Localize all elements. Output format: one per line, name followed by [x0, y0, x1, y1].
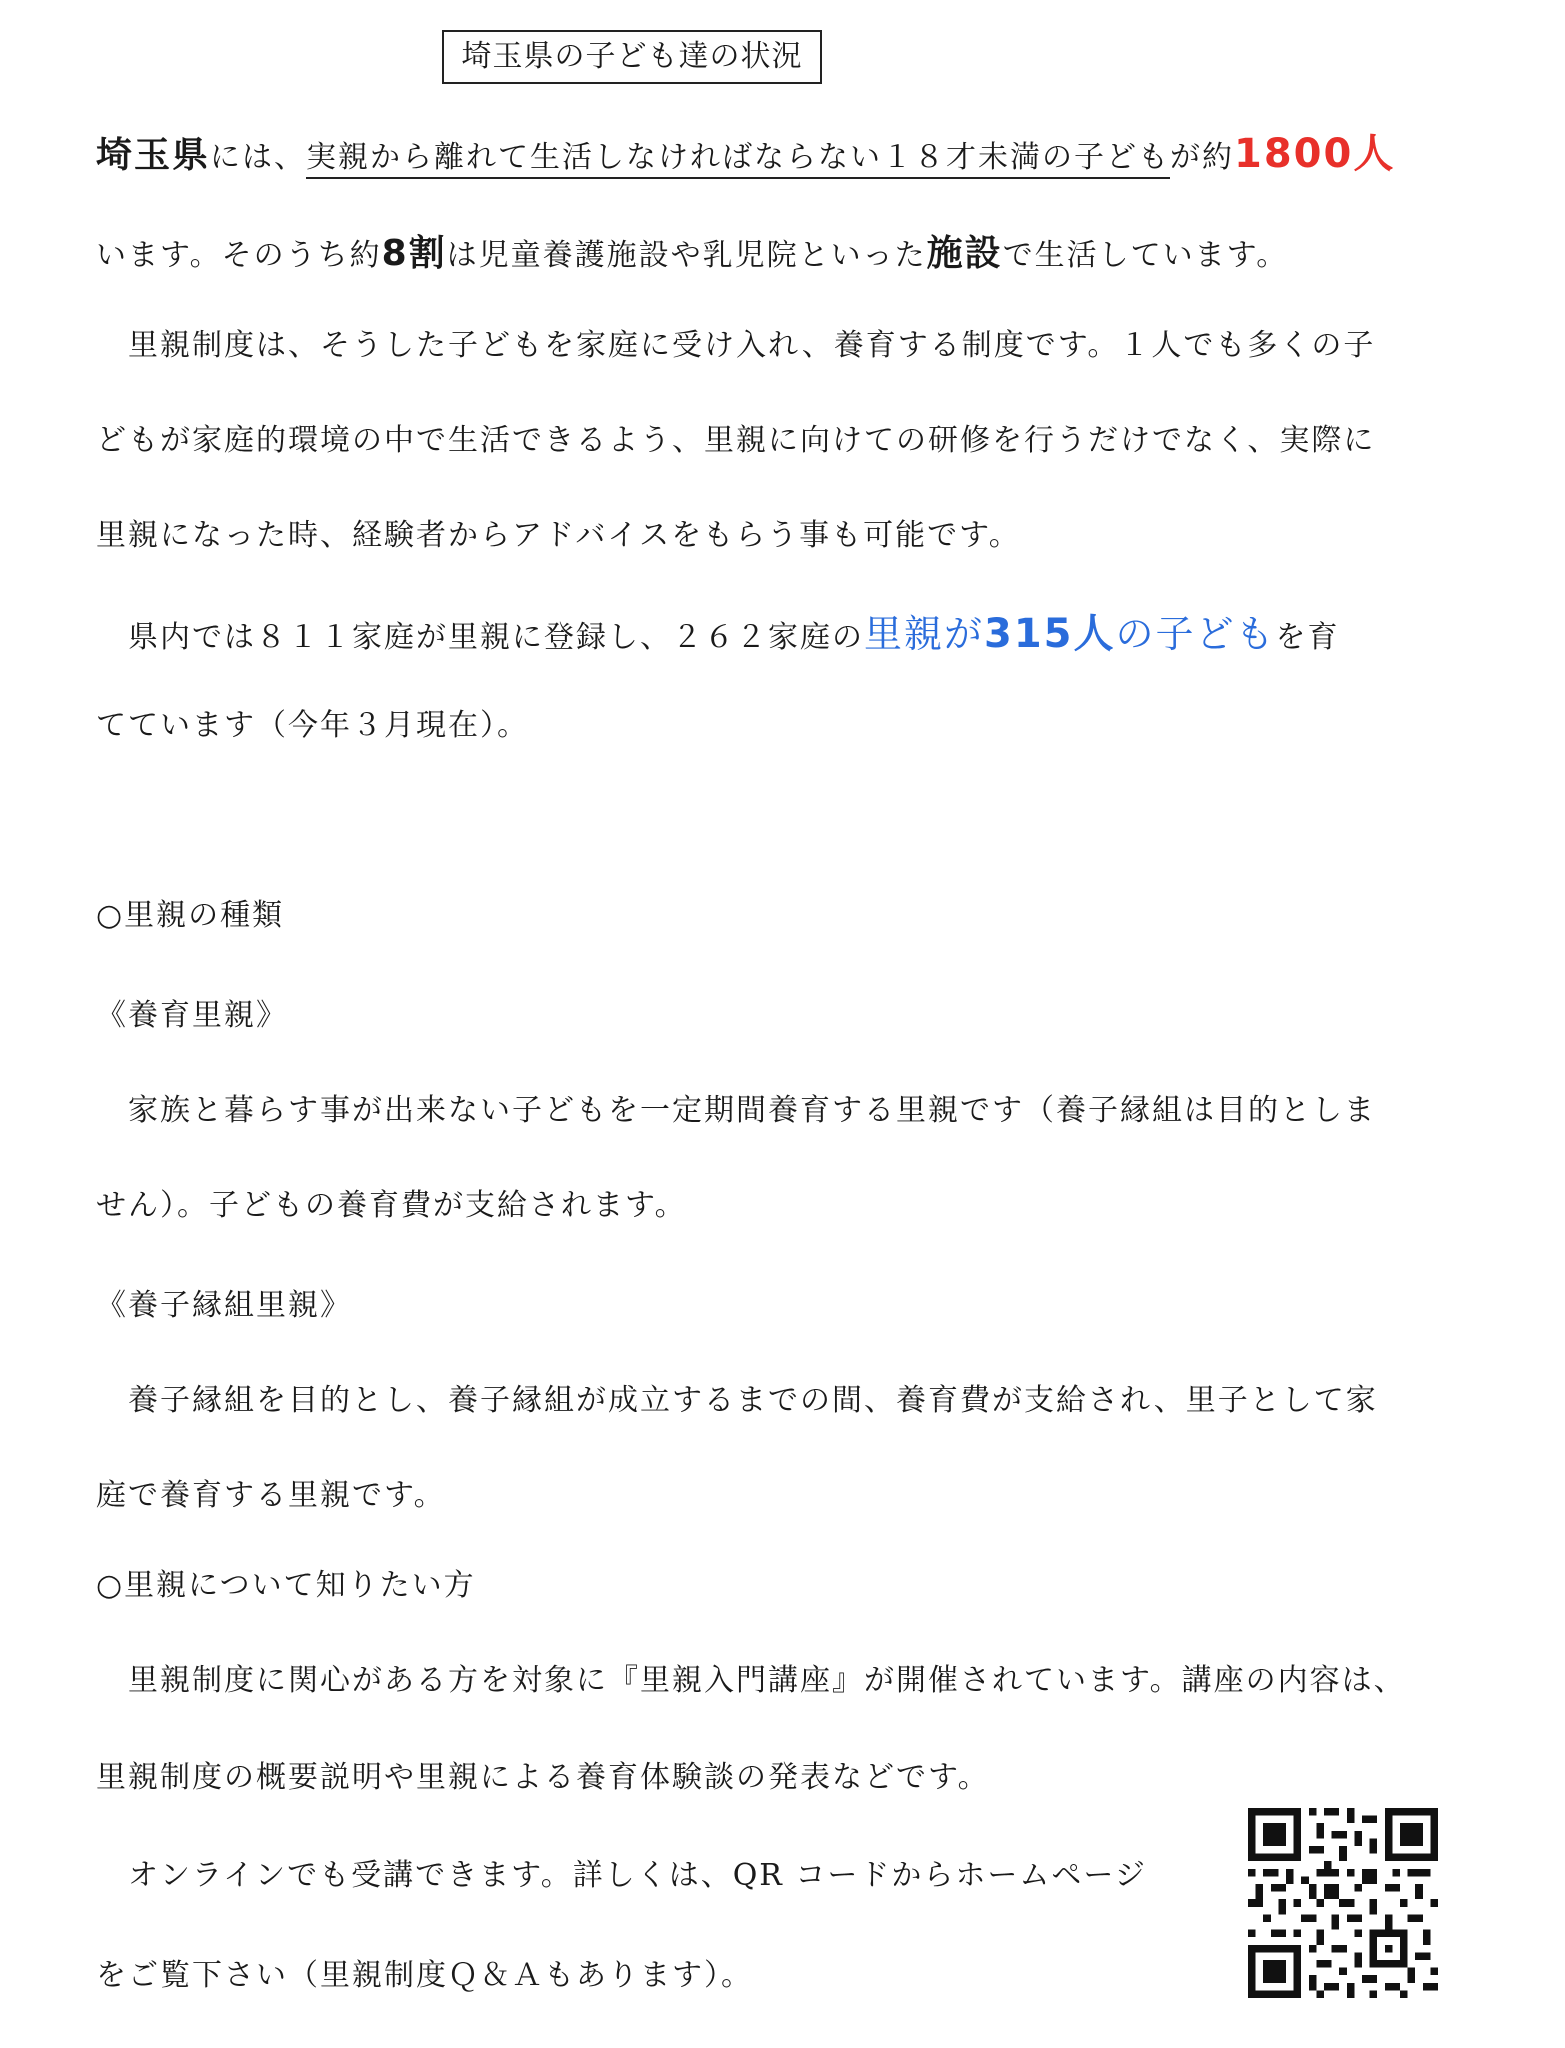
stats-line-1: 県内では８１１家庭が里親に登録し、２６２家庭の里親が315人の子どもを育	[96, 611, 1340, 657]
foster-line-1: 家族と暮らす事が出来ない子どもを一定期間養育する里親です（養子縁組は目的としま	[96, 1093, 1376, 1128]
facility-highlight: 施設	[926, 233, 1003, 274]
foster-heading: 《養育里親》	[96, 998, 288, 1033]
page-title: 埼玉県の子ども達の状況	[442, 30, 822, 84]
children-count-highlight: 1800人	[1234, 131, 1396, 177]
info-line-4: をご覧下さい（里親制度Ｑ＆Ａもあります）。	[96, 1958, 753, 1993]
info-line-3: オンラインでも受講できます。詳しくは、QR コードからホームページ	[96, 1858, 1147, 1893]
intro-line-2: います。そのうち約8割は児童養護施設や乳児院といった施設で生活しています。	[96, 233, 1289, 274]
adoptive-line-1: 養子縁組を目的とし、養子縁組が成立するまでの間、養育費が支給され、里子として家	[96, 1383, 1378, 1418]
system-line-2: どもが家庭的環境の中で生活できるよう、里親に向けての研修を行うだけでなく、実際に	[96, 423, 1376, 458]
info-line-2: 里親制度の概要説明や里親による養育体験談の発表などです。	[96, 1760, 990, 1795]
types-heading: ○里親の種類	[96, 898, 285, 933]
prefecture-name: 埼玉県	[96, 135, 211, 176]
children-highlight: の子ども	[1115, 612, 1276, 656]
adoptive-heading: 《養子縁組里親》	[96, 1288, 352, 1323]
info-heading: ○里親について知りたい方	[96, 1568, 476, 1603]
qr-code-icon[interactable]	[1248, 1808, 1438, 1998]
foster-line-2: せん）。子どもの養育費が支給されます。	[96, 1188, 687, 1223]
underlined-phrase: 実親から離れて生活しなければならない１８才未満の子ども	[306, 140, 1170, 179]
foster-children-count: 315人	[984, 611, 1116, 657]
adoptive-line-2: 庭で養育する里親です。	[96, 1478, 446, 1513]
system-line-1: 里親制度は、そうした子どもを家庭に受け入れ、養育する制度です。１人でも多くの子	[96, 328, 1376, 363]
stats-line-2: てています（今年３月現在）。	[96, 708, 529, 743]
system-line-3: 里親になった時、経験者からアドバイスをもらう事も可能です。	[96, 518, 1021, 553]
intro-line-1: 埼玉県には、実親から離れて生活しなければならない１８才未満の子どもが約1800人	[96, 131, 1396, 177]
ratio-highlight: 8割	[381, 233, 447, 274]
info-line-1: 里親制度に関心がある方を対象に『里親入門講座』が開催されています。講座の内容は、	[96, 1663, 1406, 1698]
foster-parents-highlight: 里親が	[864, 612, 985, 656]
